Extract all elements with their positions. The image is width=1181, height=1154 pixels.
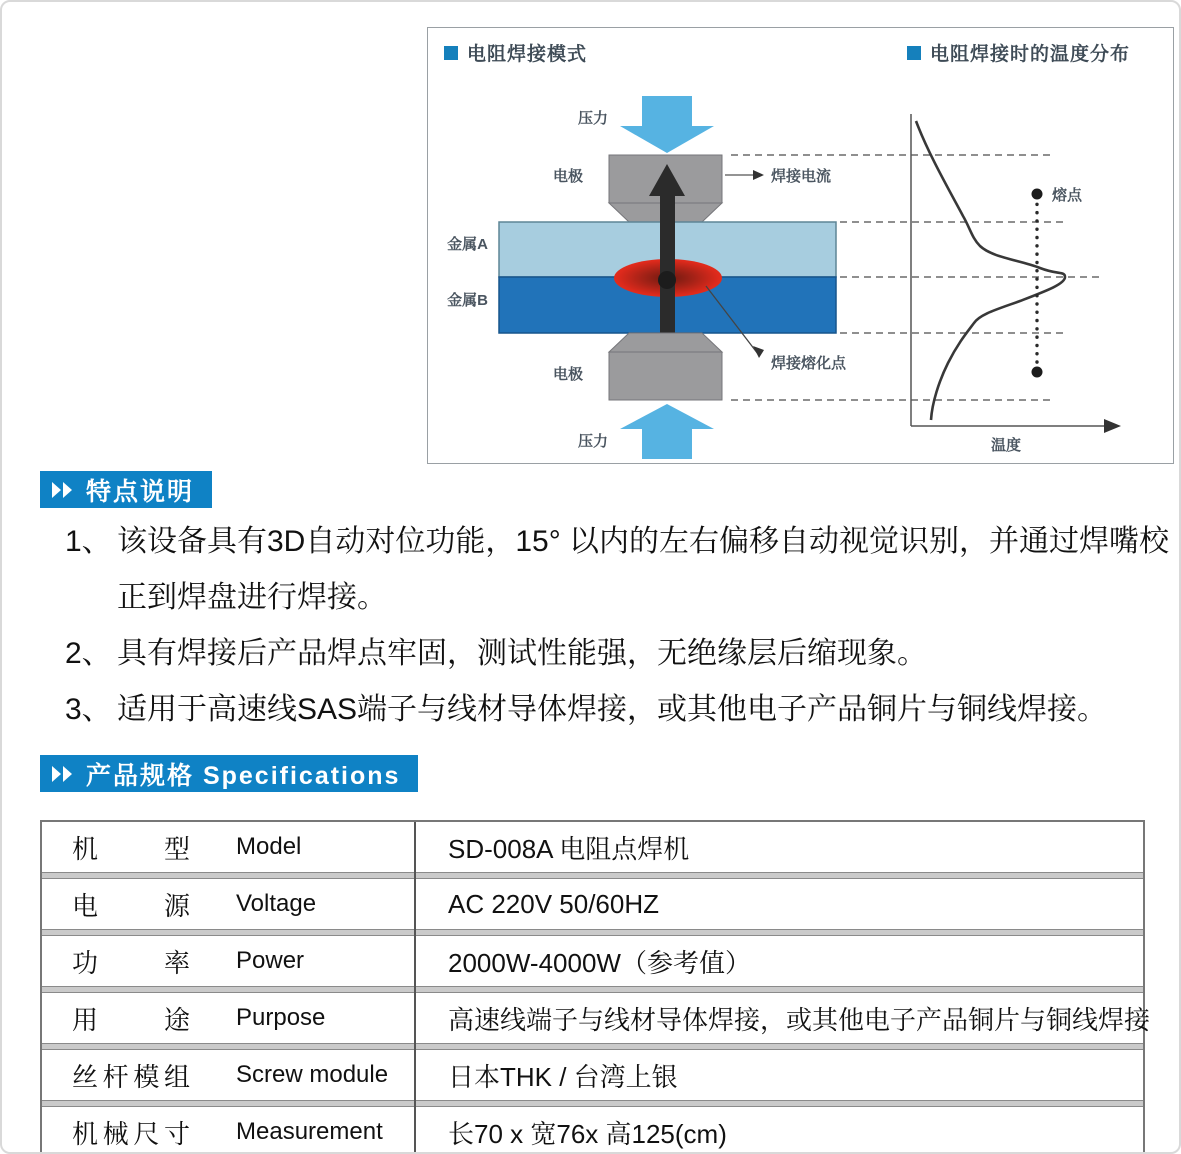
spec-label-cell	[42, 993, 406, 1043]
spec-value-cell: SD-008A 电阻点焊机	[448, 833, 690, 864]
spec-label-cell	[42, 822, 406, 872]
features-heading-label: 特点说明	[86, 477, 195, 506]
feature-number: 3、	[65, 693, 112, 726]
welding-diagram	[428, 28, 1173, 463]
pressure-bottom-label: 压力	[577, 433, 608, 450]
double-chevron-icon	[52, 480, 76, 500]
table-row	[42, 993, 1151, 1043]
spec-label-en: Power	[236, 947, 305, 974]
x-axis-arrowhead-icon	[1104, 419, 1121, 433]
spec-value-cell: 日本THK / 台湾上银	[448, 1061, 678, 1092]
spec-label-zh: 机械尺寸	[72, 1118, 190, 1149]
panel-title-right-label: 电阻焊接时的温度分布	[930, 44, 1131, 65]
weld-current-arrowhead-icon	[753, 170, 764, 180]
spec-label-zh: 电源	[72, 890, 190, 921]
spec-label-zh: 丝杆模组	[72, 1061, 190, 1092]
spec-label-en: Screw module	[236, 1061, 389, 1088]
spec-value-cell: 长70 x 宽76x 高125(cm)	[448, 1118, 727, 1149]
spec-value-cell: 2000W-4000W（参考值）	[448, 947, 751, 978]
spec-label-cell	[42, 1050, 406, 1100]
spec-label-cell	[42, 936, 406, 986]
spec-label-en: Voltage	[236, 890, 317, 917]
spec-label-en: Purpose	[236, 1004, 326, 1031]
feature-item	[65, 682, 1170, 738]
spec-value-cell: 高速线端子与线材导体焊接，或其他电子产品铜片与铜线焊接	[448, 1004, 1151, 1035]
table-row	[42, 936, 1143, 986]
feature-number: 2、	[65, 637, 112, 670]
specs-heading-label: 产品规格 Specifications	[86, 761, 401, 790]
weld-current-label: 焊接电流	[771, 168, 832, 185]
row-separator	[42, 986, 1143, 993]
melting-point-label: 熔点	[1052, 187, 1083, 204]
features-heading-badge	[40, 471, 212, 508]
melting-point-top-dot	[1032, 189, 1043, 200]
electrode-bottom	[609, 333, 722, 400]
spec-label-zh: 机型	[72, 833, 190, 864]
row-separator	[42, 872, 1143, 879]
spec-label-zh: 功率	[72, 947, 190, 978]
features-list	[65, 514, 1170, 738]
feature-text: 具有焊接后产品焊点牢固，测试性能强，无绝缘层后缩现象。	[117, 637, 927, 670]
spec-label-zh: 用途	[72, 1004, 190, 1035]
feature-item	[65, 626, 1170, 682]
row-separator	[42, 929, 1143, 936]
electrode-bottom-label: 电极	[552, 366, 583, 383]
pressure-arrow-up	[620, 404, 714, 459]
table-row	[42, 822, 1143, 872]
table-column-divider	[414, 822, 416, 1154]
table-row	[42, 1107, 1143, 1154]
pressure-arrow-down	[620, 96, 714, 153]
feature-item	[65, 514, 1170, 626]
melt-spot-arrowhead-icon	[753, 346, 764, 358]
melt-center-dot	[658, 271, 676, 289]
row-separator	[42, 1100, 1143, 1107]
row-separator	[42, 1043, 1143, 1050]
metal-a-label: 金属A	[447, 236, 488, 253]
panel-title-left-label: 电阻焊接模式	[467, 44, 588, 65]
electrode-top-label: 电极	[552, 168, 583, 185]
table-row	[42, 1050, 1143, 1100]
feature-number: 1、	[65, 525, 112, 558]
temperature-axis-label: 温度	[990, 437, 1022, 454]
metal-b-label: 金属B	[447, 292, 488, 309]
temperature-chart	[911, 114, 1121, 454]
welding-diagram-panel	[427, 27, 1174, 464]
spec-label-cell	[42, 1107, 406, 1154]
temperature-curve	[916, 121, 1065, 420]
melting-point-bottom-dot	[1032, 367, 1043, 378]
spec-label-en: Measurement	[236, 1118, 383, 1145]
double-chevron-icon	[52, 764, 76, 784]
specs-heading-badge	[40, 755, 418, 792]
specifications-table	[40, 820, 1151, 1154]
feature-text: 适用于高速线SAS端子与线材导体焊接，或其他电子产品铜片与铜线焊接。	[117, 693, 1108, 726]
spec-value-cell: AC 220V 50/60HZ	[448, 888, 660, 919]
feature-text: 该设备具有3D自动对位功能，15° 以内的左右偏移自动视觉识别，并通过焊嘴校正到焊盘进行焊接。	[117, 525, 1170, 614]
table-row	[42, 879, 1143, 929]
pressure-top-label: 压力	[577, 110, 608, 127]
spec-label-cell	[42, 879, 406, 929]
weld-melt-spot-label: 焊接熔化点	[771, 355, 847, 372]
spec-label-en: Model	[236, 833, 302, 860]
